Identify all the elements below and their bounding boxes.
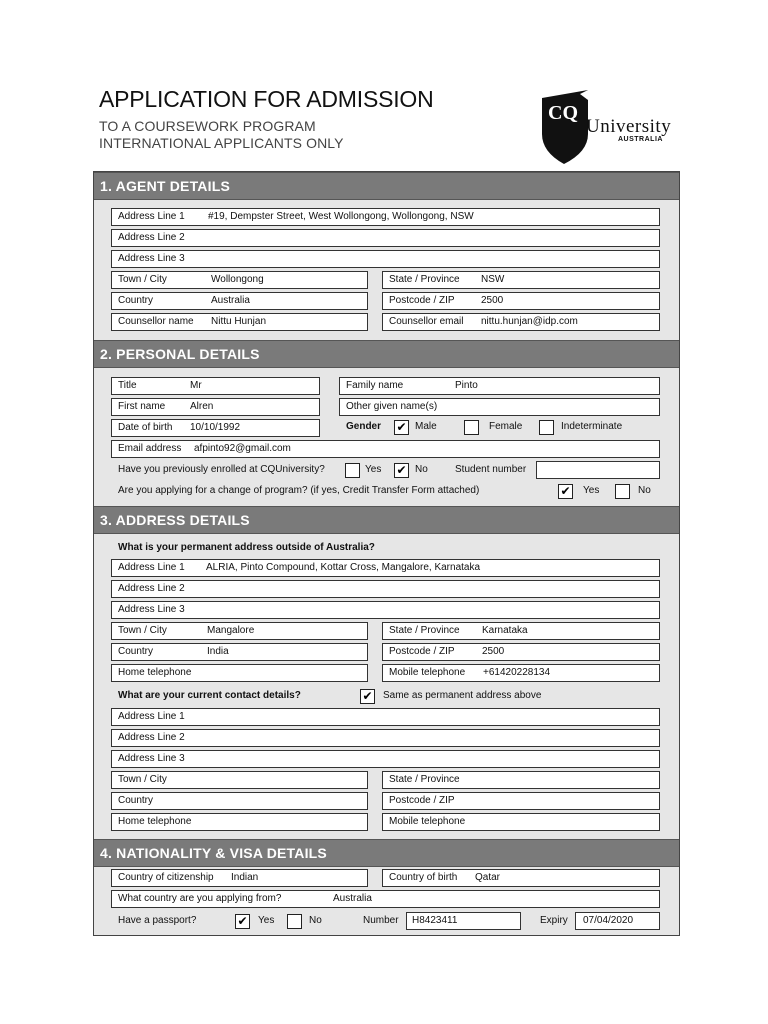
field-label: Email address xyxy=(118,443,182,454)
gender-female-label: Female xyxy=(489,421,523,432)
perm-address-line1-field[interactable] xyxy=(111,559,660,577)
perm-address-line3-field[interactable] xyxy=(111,601,660,619)
current-state-field[interactable] xyxy=(382,771,660,789)
field-label: Country xyxy=(118,295,154,306)
permanent-address-question: What is your permanent address outside of Australia? xyxy=(118,542,375,553)
field-label: State / Province xyxy=(389,274,460,285)
field-label: First name xyxy=(118,401,166,412)
field-label: Counsellor email xyxy=(389,316,464,327)
field-label: Country of birth xyxy=(389,872,458,883)
field-label: Other given name(s) xyxy=(346,401,438,412)
agent-address-line1-field[interactable] xyxy=(111,208,660,226)
other-given-names-field[interactable] xyxy=(339,398,660,416)
perm-state-field[interactable] xyxy=(382,622,660,640)
section-agent-heading: 1. AGENT DETAILS xyxy=(94,172,679,200)
same-as-permanent-label: Same as permanent address above xyxy=(383,690,542,701)
previously-enrolled-question: Have you previously enrolled at CQUniversity? xyxy=(118,464,325,475)
passport-yes-label: Yes xyxy=(258,915,275,926)
field-label: Mobile telephone xyxy=(389,816,466,827)
passport-no-label: No xyxy=(309,915,322,926)
current-home-telephone-field[interactable] xyxy=(111,813,368,831)
student-number-input[interactable] xyxy=(536,461,660,479)
field-label: Title xyxy=(118,380,137,391)
check-icon: ✔ xyxy=(396,463,407,477)
field-label: Family name xyxy=(346,380,404,391)
logo-university-text: University xyxy=(586,116,672,137)
agent-town-field[interactable] xyxy=(111,271,368,289)
cquniversity-logo xyxy=(540,88,680,166)
field-label: Postcode / ZIP xyxy=(389,795,455,806)
first-name-field[interactable] xyxy=(111,398,320,416)
passport-expiry-input[interactable] xyxy=(575,912,660,930)
agent-state-field[interactable] xyxy=(382,271,660,289)
field-label: Address Line 2 xyxy=(118,232,185,243)
field-label: Address Line 1 xyxy=(118,562,185,573)
gender-indeterminate-label: Indeterminate xyxy=(561,421,623,432)
field-label: Address Line 2 xyxy=(118,732,185,743)
field-value: Indian xyxy=(231,872,259,883)
field-label: Home telephone xyxy=(118,816,192,827)
country-of-birth-field[interactable] xyxy=(382,869,660,887)
change-of-program-question: Are you applying for a change of program? (if yes, Credit Transfer Form attached) xyxy=(118,485,480,496)
enrolled-no-label: No xyxy=(415,464,428,475)
field-label: What country are you applying from? xyxy=(118,893,282,904)
field-value: Qatar xyxy=(475,872,501,883)
field-value: 2500 xyxy=(481,295,504,306)
gender-label: Gender xyxy=(346,421,382,432)
passport-number-input[interactable] xyxy=(406,912,521,930)
field-value: Mr xyxy=(190,380,202,391)
field-value: India xyxy=(207,646,229,657)
gender-female-checkbox[interactable] xyxy=(464,420,479,435)
field-value: NSW xyxy=(481,274,505,285)
passport-no-checkbox[interactable] xyxy=(287,914,302,929)
field-value: Mangalore xyxy=(207,625,255,636)
current-town-field[interactable] xyxy=(111,771,368,789)
section-nationality-heading: 4. NATIONALITY & VISA DETAILS xyxy=(94,839,679,867)
passport-question: Have a passport? xyxy=(118,915,197,926)
check-icon: ✔ xyxy=(362,689,373,703)
current-postcode-field[interactable] xyxy=(382,792,660,810)
change-no-checkbox[interactable] xyxy=(615,484,630,499)
field-label: Country of citizenship xyxy=(118,872,214,883)
field-label: State / Province xyxy=(389,625,460,636)
enrolled-yes-label: Yes xyxy=(365,464,382,475)
field-label: Address Line 3 xyxy=(118,253,185,264)
country-of-citizenship-field[interactable] xyxy=(111,869,368,887)
field-value: +61420228134 xyxy=(483,667,551,678)
change-yes-checkbox[interactable] xyxy=(558,484,573,499)
email-address-field[interactable] xyxy=(111,440,660,458)
page-subtitle-program: TO A COURSEWORK PROGRAM xyxy=(99,118,316,134)
field-value: Australia xyxy=(211,295,250,306)
field-value: Nittu Hunjan xyxy=(211,316,267,327)
gender-male-checkbox[interactable] xyxy=(394,420,409,435)
field-value: 10/10/1992 xyxy=(190,422,241,433)
passport-expiry-label: Expiry xyxy=(540,915,568,926)
field-value: 2500 xyxy=(482,646,505,657)
title-field[interactable] xyxy=(111,377,320,395)
field-label: Town / City xyxy=(118,625,167,636)
application-form xyxy=(93,171,680,936)
perm-town-field[interactable] xyxy=(111,622,368,640)
agent-counsellor-name-field[interactable] xyxy=(111,313,368,331)
agent-address-line2-field[interactable] xyxy=(111,229,660,247)
field-value: #19, Dempster Street, West Wollongong, Wollongong, NSW xyxy=(208,211,474,222)
field-label: Postcode / ZIP xyxy=(389,295,455,306)
field-label: Address Line 1 xyxy=(118,711,185,722)
change-yes-label: Yes xyxy=(583,485,600,496)
section-address-heading: 3. ADDRESS DETAILS xyxy=(94,506,679,534)
field-label: Mobile telephone xyxy=(389,667,466,678)
perm-postcode-field[interactable] xyxy=(382,643,660,661)
field-label: Date of birth xyxy=(118,422,173,433)
page-title: APPLICATION FOR ADMISSION xyxy=(99,86,434,112)
passport-number-label: Number xyxy=(363,915,399,926)
agent-country-field[interactable] xyxy=(111,292,368,310)
field-label: Home telephone xyxy=(118,667,192,678)
applying-from-field[interactable] xyxy=(111,890,660,908)
logo-cq-text: CQ xyxy=(548,102,578,124)
current-contact-question: What are your current contact details? xyxy=(118,690,301,701)
check-icon: ✔ xyxy=(396,420,407,434)
field-value: nittu.hunjan@idp.com xyxy=(481,316,578,327)
field-value: Pinto xyxy=(455,380,478,391)
field-label: Address Line 2 xyxy=(118,583,185,594)
current-address-line3-field[interactable] xyxy=(111,750,660,768)
date-of-birth-field[interactable] xyxy=(111,419,320,437)
check-icon: ✔ xyxy=(560,484,571,498)
family-name-field[interactable] xyxy=(339,377,660,395)
perm-address-line2-field[interactable] xyxy=(111,580,660,598)
field-value: Alren xyxy=(190,401,214,412)
current-mobile-telephone-field[interactable] xyxy=(382,813,660,831)
same-as-permanent-checkbox[interactable] xyxy=(360,689,375,704)
field-label: Address Line 3 xyxy=(118,604,185,615)
agent-address-line3-field[interactable] xyxy=(111,250,660,268)
current-address-line2-field[interactable] xyxy=(111,729,660,747)
field-label: Country xyxy=(118,795,154,806)
agent-postcode-field[interactable] xyxy=(382,292,660,310)
field-value: afpinto92@gmail.com xyxy=(194,443,291,454)
field-value: Wollongong xyxy=(211,274,264,285)
logo-australia-text: AUSTRALIA xyxy=(618,136,663,143)
field-label: Address Line 3 xyxy=(118,753,185,764)
perm-country-field[interactable] xyxy=(111,643,368,661)
field-value: Karnataka xyxy=(482,625,528,636)
gender-indeterminate-checkbox[interactable] xyxy=(539,420,554,435)
perm-mobile-telephone-field[interactable] xyxy=(382,664,660,682)
agent-counsellor-email-field[interactable] xyxy=(382,313,660,331)
perm-home-telephone-field[interactable] xyxy=(111,664,368,682)
passport-yes-checkbox[interactable] xyxy=(235,914,250,929)
current-country-field[interactable] xyxy=(111,792,368,810)
field-value: Australia xyxy=(333,893,372,904)
field-value: ALRIA, Pinto Compound, Kottar Cross, Mangalore, Karnataka xyxy=(206,562,481,573)
gender-male-label: Male xyxy=(415,421,437,432)
enrolled-no-checkbox[interactable] xyxy=(394,463,409,478)
field-label: Town / City xyxy=(118,274,167,285)
section-personal-heading: 2. PERSONAL DETAILS xyxy=(94,340,679,368)
change-no-label: No xyxy=(638,485,651,496)
page-subtitle-international: INTERNATIONAL APPLICANTS ONLY xyxy=(99,135,344,151)
field-value: 07/04/2020 xyxy=(583,915,634,926)
current-address-line1-field[interactable] xyxy=(111,708,660,726)
field-label: Postcode / ZIP xyxy=(389,646,455,657)
student-number-label: Student number xyxy=(455,464,527,475)
field-value: H8423411 xyxy=(412,915,458,926)
field-label: Counsellor name xyxy=(118,316,194,327)
field-label: State / Province xyxy=(389,774,460,785)
field-label: Town / City xyxy=(118,774,167,785)
field-label: Address Line 1 xyxy=(118,211,185,222)
enrolled-yes-checkbox[interactable] xyxy=(345,463,360,478)
check-icon: ✔ xyxy=(237,914,248,928)
field-label: Country xyxy=(118,646,154,657)
